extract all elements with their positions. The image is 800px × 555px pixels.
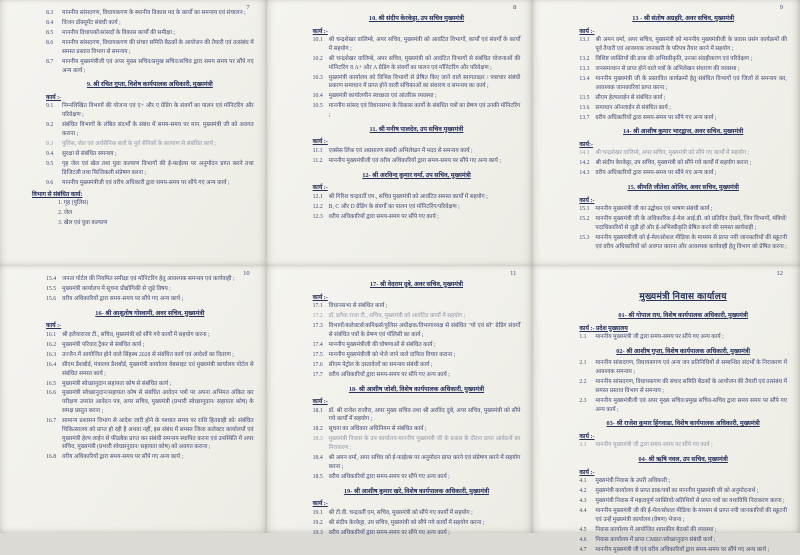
page-scan-10 xyxy=(0,266,267,533)
item-number: 18.4 xyxy=(312,455,323,462)
section-heading: 11. श्री मनीष पालदेव, उप सचिव मुख्यमंत्री xyxy=(369,125,464,133)
item-text: सीएम हेल्पलाईन से संबंधित कार्य ; xyxy=(595,94,666,101)
page-scan-11 xyxy=(267,266,534,536)
item-number: 18.1 xyxy=(312,407,323,414)
item-number: 14.3 xyxy=(579,170,590,177)
work-label: कार्य :- xyxy=(46,94,62,101)
item-number: 8.6 xyxy=(46,39,54,46)
department-note: विभाग से संबंधित कार्य: xyxy=(32,192,83,199)
work-item xyxy=(579,378,787,396)
work-item xyxy=(46,19,254,28)
work-item xyxy=(313,341,521,350)
work-item xyxy=(46,9,254,18)
item-number: 19.2 xyxy=(312,519,323,526)
work-label: कार्य :- xyxy=(579,197,595,204)
work-label: कार्य :- xyxy=(312,399,328,405)
item-number: 19.3 xyxy=(312,529,323,536)
item-text: वरीय अधिकारियों द्वारा समय-समय पर सौंपे गए अन्य कार्य ; xyxy=(328,473,450,480)
item-text: श्री इलैयाराजा टी., सचिव, मुख्यमंत्री को सौंपे गये कार्यों में सहयोग करना ; xyxy=(62,331,210,338)
work-item xyxy=(579,159,787,168)
item-text: संबंधित विभागों के लंबित संदर्भों के संबंध में समय-समय पर मान. मुख्यमंत्री जी को अवगत कराना ; xyxy=(62,122,254,137)
work-item xyxy=(313,213,521,222)
work-item xyxy=(579,215,787,233)
work-item xyxy=(46,150,254,159)
work-item xyxy=(579,477,787,486)
work-item xyxy=(313,203,521,212)
item-number: 2.1 xyxy=(579,360,587,367)
work-label: कार्य :- xyxy=(579,433,595,440)
work-item xyxy=(313,473,521,482)
work-label: कार्य :- xyxy=(579,28,595,35)
item-text: निवास कार्यालय में आयोजित शासकीय बैठकों की व्यवस्था ; xyxy=(595,526,717,533)
section-heading: 9. श्री रचित गुप्ता, विशेष कार्यपालक अधिकारी, मुख्यमंत्री xyxy=(86,81,213,89)
work-item xyxy=(579,234,787,252)
item-text: माननीय मुख्यमंत्रीजी को भेजे जाने वाले दायित्व विचार कराना ; xyxy=(328,351,456,358)
item-number: 11.1 xyxy=(312,147,323,154)
item-number: 9.2 xyxy=(46,122,54,129)
item-text: एक्सेस लिंक एवं अग्रसारण संबंधी अभिलेखन में मदद से समन्वय कार्य ; xyxy=(328,147,473,154)
item-text: विशिष्ट व्यक्तियों की डाक की अभिस्वीकृति, उनका संग्रहीकरण एवं परिवेक्षण ; xyxy=(595,55,753,62)
work-item xyxy=(579,359,787,377)
item-text: माननीय सांसदगण, विधायकगण एवं अन्य जन प्रतिनिधियों से सम्बन्धित संदर्भों के निराकरण में आवश्यक समन्वय ; xyxy=(595,360,787,376)
item-number: 18.2 xyxy=(312,426,323,433)
work-item xyxy=(579,526,787,535)
item-text: मुख्यमंत्री कार्यालय में सूचना प्रौद्योगिकी से जुड़े विषय ; xyxy=(62,285,171,292)
item-text: श्री अमन वर्मा, अपर सचिव को ई-फाईल्स पर अनुमोदन प्राप्त करने एवं संप्रेषण करने में सहयोग करना ; xyxy=(328,455,521,470)
section-heading: 03- श्री राजेश कुमार हिंगवाडा, विशेष कार्यपालक अधिकारी, मुख्यमंत्री xyxy=(606,420,760,428)
work-label: कार्य :- xyxy=(579,469,595,476)
department-list-item: 1. गृह (पुलिस) xyxy=(58,200,89,207)
item-text: माननीय मुख्यमंत्री जी द्वारा समय-समय पर सौंपे गए अन्य कार्य ; xyxy=(595,334,724,340)
work-label: कार्य :- xyxy=(312,294,328,301)
work-item xyxy=(313,312,521,321)
office-title: मुख्यमंत्री निवास कार्यालय xyxy=(639,291,727,301)
work-item xyxy=(313,102,521,120)
work-label: कार्य :- xyxy=(312,28,328,35)
item-text: माननीय सांसदगण, विधायकगण के स्थानीय विकास मद के कार्यों का समन्वय एवं संचालन ; xyxy=(62,10,246,16)
item-number: 10.5 xyxy=(312,103,323,110)
work-item xyxy=(46,380,254,389)
item-number: 14.1 xyxy=(579,150,590,157)
work-item xyxy=(579,397,787,415)
item-text: मुख्यमंत्री निवास में महत्वपूर्ण व्यक्तियों/अतिथियों से प्राप्त पत्रों का यथाविधि निराकरण करना ; xyxy=(595,498,785,505)
item-number: 16.1 xyxy=(46,331,57,338)
item-text: विधानसभा से संबंधित कार्य ; xyxy=(328,303,388,309)
work-label: कार्य :- प्रदेश मुख्यालय xyxy=(579,325,628,332)
work-item xyxy=(579,487,787,496)
item-number: 11.2 xyxy=(312,157,323,164)
work-item xyxy=(46,102,254,120)
work-item xyxy=(46,160,254,178)
item-text: श्री चन्द्रशेखर वालिम्बे, अपर सचिव, मुख्यमंत्री को आवंटित विभागों से संबंधित योजनाओं की मॉनिटरिंग व A+ और A ग्रेडिंग के संवर्गों का पालन एवं मॉनिटरिंग और परिवेक्षण ; xyxy=(328,55,521,71)
work-item xyxy=(579,36,787,54)
work-item xyxy=(46,29,254,38)
work-item xyxy=(313,435,521,453)
page-scan-7 xyxy=(0,0,267,266)
page-scan-9 xyxy=(533,0,800,266)
item-text: मुख्यमंत्री स्वेच्छानुदान सहायता कोष से संबंधित कार्य ; xyxy=(62,380,172,387)
work-item xyxy=(313,519,521,528)
item-text: निवास कार्यालय में प्राप्त CMRF/स्वेच्छानुदान संबंधी कार्य ; xyxy=(595,536,716,543)
work-label: कार्य :- xyxy=(312,185,328,192)
section-heading: 17- श्री वेदराम दुबे, अवर सचिव, मुख्यमंत्री xyxy=(369,281,464,288)
work-item xyxy=(579,333,787,342)
item-number: 4.4 xyxy=(579,508,587,515)
item-text: माननीय मुख्यमंत्रीजी की घोषणाओं से संबंधित कार्य ; xyxy=(328,341,436,348)
work-item xyxy=(313,425,521,434)
item-text: मुख्यमंत्री कार्यालयीन स्वच्छता एवं आंतरिक व्यवस्था ; xyxy=(328,93,437,100)
item-text: श्री संदीप केरकेट्टा, उप सचिव, मुख्यमंत्री को सौंपे गये कार्यों में सहयोग करना ; xyxy=(328,519,485,526)
item-text: समाधान ऑनलाईन से संबंधित कार्य ; xyxy=(595,104,671,111)
item-number: 17.4 xyxy=(312,341,323,348)
work-item xyxy=(579,75,787,93)
item-text: माननीय मुख्यमंत्री जी एवं वरीय अधिकारियों द्वारा समय-समय पर सौंपे गए अन्य कार्य ; xyxy=(595,546,770,553)
work-item xyxy=(579,65,787,74)
item-number: 4.7 xyxy=(579,546,587,553)
work-item xyxy=(46,351,254,360)
work-item xyxy=(313,55,521,73)
work-item xyxy=(579,205,787,214)
item-text: मुख्यमंत्री निवास के उपरी अधिकारी ; xyxy=(595,478,671,485)
item-number: 17.6 xyxy=(312,361,323,368)
item-text: निम्नलिखित विभागों की योजना एवं ए+ और ए ग्रेडिंग के संवर्गों का पालन एवं मॉनिटरिंग और परिवेक्षण ; xyxy=(62,103,254,119)
work-item xyxy=(46,275,254,284)
department-list-item: 3. खेल एवं युवा कल्याण xyxy=(58,220,108,227)
item-number: 16.6 xyxy=(46,390,57,397)
page-scan-12 xyxy=(533,266,800,553)
item-text: माननीय मुख्यमंत्रीजी एवं वरीय अधिकारियों द्वारा समय-समय पर सौंपे गए अन्य कार्य ; xyxy=(328,157,501,164)
page-number: 9 xyxy=(779,4,783,11)
work-item xyxy=(579,55,787,64)
section-heading: 01- श्री गोपाल राय, विशेष कार्यपालक अधिकारी, मुख्यमंत्री xyxy=(618,312,748,319)
section-heading: 04- श्री ऋषि नवल, उप सचिव, मुख्यमंत्री xyxy=(638,456,728,464)
page-number: 10 xyxy=(243,270,250,277)
section-heading: 18- श्री आशीष जोशी, विशेष कार्यपालक अधिकारी, मुख्यमंत्री xyxy=(348,385,485,393)
section-heading: 19- श्री आशीष कुमार खरे, विशेष कार्यपालक अधिकारी, मुख्यमंत्री xyxy=(343,487,490,495)
item-number: 9.3 xyxy=(46,140,54,147)
section-heading: 16- श्री आशुतोष गोस्वामी, अवर सचिव, मुख्यमंत्री xyxy=(95,309,205,317)
item-number: 18.5 xyxy=(312,473,323,480)
item-text: माननीय मुख्यमंत्रीजी एवं अपर मुख्य सचिव/प्रमुख सचिव/सचिव द्वारा समय समय पर सौंपे गए अन्य कार्य ; xyxy=(62,58,254,74)
item-number: 17.1 xyxy=(312,303,323,309)
item-text: श्री चन्द्रशेखर वालिम्बे, अपर सचिव, मुख्यमंत्री को आवंटित विभागों, कार्यों एवं संवर्गों के कार्यों में सहयोग ; xyxy=(328,37,521,52)
item-number: 8.7 xyxy=(46,58,54,65)
work-item xyxy=(46,39,254,57)
item-number: 4.2 xyxy=(579,488,587,495)
item-number: 16.4 xyxy=(46,361,57,368)
item-number: 10.1 xyxy=(312,37,323,43)
item-number: 17.7 xyxy=(312,371,323,378)
work-item xyxy=(313,147,521,156)
work-item xyxy=(46,389,254,415)
item-text: माननीय सांसद एवं विधानसभा के विकास कार्यों के संबंधित पत्रों का प्रेषण एवं उनकी मॉनिटरिंग ; xyxy=(328,103,521,119)
item-text: उज्जैन में आयोजित होने वाले सिंहस्थ 2028 से संबंधित कार्य एवं आदेशों का वितरण ; xyxy=(62,351,234,358)
section-heading: 14- श्री आशीष कुमार भारद्वाज, अवर सचिव, मुख्यमंत्री xyxy=(623,128,744,136)
item-text: माननीय मुख्यमंत्री जी की ई-मेल/सोशल मीडिया के माध्यम से प्राप्त नयी जानकारियों की स्क्रूटनी एवं उन्हें मुख्यमंत्री कार्यालय (प्रेषण) भेजना ; xyxy=(595,508,787,523)
work-item xyxy=(313,302,521,311)
item-text: डॉ. इलैया राजा टी., सचिव, मुख्यमंत्री को आवंटित कार्यों में सहयोग ; xyxy=(328,312,466,319)
item-text: माननीय मुख्यमंत्रीजी एवं वरीय अधिकारी द्वारा समय-समय पर सौंपे गए अन्य कार्य ; xyxy=(62,179,230,186)
item-text: विभागों/कलेक्टर्स/कमिश्नर्स/पुलिस अधीक्षक/विभागाध्यक्ष से संबंधित "यो एवं सो" ग्रेडिंग संवर्गों से संबंधित पत्रों के प्रेषण एवं पॉलिसी का कार्य ; xyxy=(328,322,521,338)
item-number: 9.5 xyxy=(46,160,54,167)
item-number: 13.6 xyxy=(579,104,590,111)
work-item xyxy=(579,169,787,178)
item-number: 15.2 xyxy=(579,216,590,223)
item-number: 13.1 xyxy=(579,37,590,43)
section-heading: 13 - श्री संतोष अग्रहरि, अवर सचिव, मुख्यमंत्री xyxy=(632,15,735,22)
page-number: 12 xyxy=(776,270,783,277)
work-item xyxy=(579,94,787,103)
item-text: वरीय अधिकारियों द्वारा समय-समय पर सौंपे गए अन्य कार्य ; xyxy=(62,454,184,461)
item-number: 9.1 xyxy=(46,103,54,110)
item-text: सीएम डैशबोर्ड, मंत्रालय डैशबोर्ड, मुख्यमंत्री कार्यालय वेबसाइट एवं मुख्यमंत्री कार्यालय पोर्टल से संबंधित समस्त कार्य ; xyxy=(62,361,254,377)
work-item xyxy=(579,536,787,545)
item-text: मुख्यमंत्री निवास के उप कार्यालय/माननीय मुख्यमंत्री जी के प्रवास के दौरान प्राप्त आवेदनों का निराकरण ; xyxy=(328,436,521,452)
work-item xyxy=(313,361,521,370)
item-text: माननीय मुख्यमंत्रीजी एवं अपर मुख्य सचिव/प्रमुख सचिव-सचिव द्वारा समय समय पर सौंपे गए अन्य कार्य ; xyxy=(595,397,787,413)
item-number: 8.5 xyxy=(46,29,54,36)
work-item xyxy=(46,58,254,76)
item-text: सामान्य प्रशासन विभाग से आदेश जारी होने के पश्चात समय पर राशि हितग्राही को/ संबंधित चिकित्सालय को प्राप्त हो रही है अथवा नहीं, इस संबंध में समस्त जिला कलेक्टर कार्यालयों एवं मुख्यमंत्री हेल्प लाईन से फीडबैक प्राप्त कर संबंधी समन्वय स्थापित करना एवं उपस्थिति में अपर सचिव, मुख्यमंत्री (प्रभारी स्वेच्छानुदान/ सहायता कोष) को अवगत कराना ; xyxy=(62,418,254,451)
work-item xyxy=(313,371,521,380)
item-text: वरीय अधिकारियों द्वारा समय-समय पर सौंपे गए कार्य ; xyxy=(328,213,439,220)
item-number: 12.2 xyxy=(312,203,323,210)
item-number: 13.2 xyxy=(579,55,590,62)
item-text: वरीय अधिकारियों द्वारा समय-समय पर सौंपे गए अन्य कार्य ; xyxy=(328,529,450,536)
work-label: कार्य :- xyxy=(46,323,62,330)
item-text: विजन डॉक्यूमेंट संबंधी कार्य ; xyxy=(62,19,121,26)
item-text: जनसमाधान से प्राप्त होने वाले पत्रों के अभिलेखन संधारण की व्यवस्था ; xyxy=(595,65,740,72)
item-number: 10.4 xyxy=(312,93,323,100)
item-number: 15.6 xyxy=(46,295,57,302)
work-item xyxy=(313,351,521,360)
item-text: B, C और D ग्रेडिंग के संवर्गों का पालन एवं मॉनिटरिंग/परिवेक्षण ; xyxy=(328,203,460,210)
section-heading: 02- श्री आशीष गुप्ता, विशेष कार्यपालक अधिकारी, मुख्यमंत्री xyxy=(616,347,751,355)
work-item xyxy=(579,441,787,450)
work-item xyxy=(46,453,254,462)
work-item xyxy=(313,454,521,472)
work-item xyxy=(46,361,254,379)
work-item xyxy=(313,74,521,92)
item-text: माननीय मुख्यमंत्री जी के अधिकारिक ई-मेल आई.डी. को प्रतिदिन देखने, जिन विभागों, मंत्रियों/पदाधिकारियों से जुड़ी हों और ई-अभिस्वीकृति प्रेषित करने की समस्त कार्यवाही ; xyxy=(595,216,787,231)
item-number: 13.7 xyxy=(579,114,590,121)
work-label: कार्य :- xyxy=(312,139,328,146)
work-item xyxy=(313,92,521,101)
item-number: 4.6 xyxy=(579,536,587,543)
page-number: 8 xyxy=(513,4,517,11)
work-label: कार्य :- xyxy=(312,501,328,508)
item-text: माननीय सांसदगण, विधायकगण की संचार समिति बैठकों के आयोजन की तैयारी एवं तत्संबंध में समस्त प्रस्ताव विभाग से समन्वय ; xyxy=(595,379,787,394)
item-number: 14.2 xyxy=(579,160,590,167)
item-number: 12.1 xyxy=(312,193,323,200)
item-text: सुरक्षा से संबंधित समन्वय ; xyxy=(62,150,117,157)
item-number: 4.1 xyxy=(579,478,587,485)
item-number: 12.3 xyxy=(312,213,323,220)
item-text: माननीय मुख्यमंत्री जी द्वारा समय-समय पर सौंपे गए कार्य ; xyxy=(595,442,713,449)
item-number: 9.6 xyxy=(46,179,54,186)
item-text: श्री संदीप केरकेट्टा, उप सचिव, मुख्यमंत्री को सौंपे गये कार्यों में सहयोग करना ; xyxy=(595,160,752,167)
item-number: 8.3 xyxy=(46,10,54,16)
work-item xyxy=(313,157,521,166)
department-list xyxy=(58,199,254,229)
item-text: सीएम पेट्रोल के दस्तावेजों का समन्वय संबंधी कार्य ; xyxy=(328,361,433,368)
item-number: 16.3 xyxy=(46,351,57,358)
item-text: मुख्यमंत्री कार्यालय को विभिन्न विभागों से प्रेषित किए जाने वाले स्वागताक्षर / पत्राचार संबंधी प्रकरण समाधान में प्राप्त होने वाली संचिकाओं का संधारण व समन्वय का कार्य ; xyxy=(328,74,521,90)
item-text: मुख्यमंत्री स्वेच्छानुदान/सहायता कोष से संबंधित आवेदन पत्रों पर अपना अभिमत अंकित कर परीक्षण उपरांत आवेदन पत्र, अपर सचिव, मुख्यमंत्री (प्रभारी स्वेच्छानुदान/ सहायता कोष) के समक्ष प्रस्तुत करना ; xyxy=(62,390,254,415)
work-item xyxy=(46,331,254,340)
item-text: गृह जेल एवं खेल तथा युवा कल्याण विभागों की ई-फाईल्स पर अनुमोदन प्राप्त करने तथा डिजिटली तथा फिजिकली संप्रेषण करना ; xyxy=(62,160,254,176)
item-number: 16.7 xyxy=(46,418,57,425)
department-list-item: 2. जेल xyxy=(58,210,73,217)
item-text: श्री अमन वर्मा, अपर सचिव, मुख्यमंत्री को माननीय मुख्यमंत्रीजी के प्रवास प्रसंग कार्यक्रमों की पूर्व तैयारी एवं आवश्यक जानकारी के परिपत्र तैयार करने में सहयोग ; xyxy=(595,37,787,52)
work-item xyxy=(579,149,787,158)
section-heading: 10. श्री संदीप केरकेट्टा, उप सचिव मुख्यमंत्री xyxy=(368,15,465,22)
work-item xyxy=(46,140,254,149)
item-number: 1.1 xyxy=(579,334,587,340)
item-number: 2.3 xyxy=(579,397,587,404)
item-text: सूचना का अधिकार अधिनियम से संबंधित कार्य ; xyxy=(328,426,427,433)
item-number: 15.1 xyxy=(579,206,590,213)
item-text: श्री चन्द्रशेखर वालिम्बे, अपर सचिव, मुख्यमंत्री को सौंपे गए कार्यों में सहयोग ; xyxy=(595,150,750,157)
item-text: श्री गिरिश चन्द्रवर्ती एम., सचिव मुख्यमंत्री को आवंटित समस्त कार्यों में सहयोग ; xyxy=(328,193,488,200)
page-scan-8 xyxy=(267,0,534,266)
work-item xyxy=(46,121,254,139)
item-text: पुलिस, जेल एवं अर्धसैनिक बलों के पूर्व सैनिकों के कल्याण से संबंधित कार्य ; xyxy=(62,140,217,147)
work-item xyxy=(46,285,254,294)
item-number: 18.3 xyxy=(312,436,323,443)
work-item xyxy=(313,193,521,202)
item-number: 13.4 xyxy=(579,75,590,82)
item-text: श्री टी.वी. चन्द्रवर्ती एम, सचिव, मुख्यमंत्री को सौंपे गए कार्यों में सहयोग ; xyxy=(328,509,473,516)
work-item xyxy=(313,322,521,340)
item-text: वरीय अधिकारियों द्वारा समय-समय पर सौंपे गए अन्य कार्य ; xyxy=(328,371,450,378)
item-number: 15.4 xyxy=(46,276,57,282)
page-number: 7 xyxy=(246,4,250,11)
section-heading: 15. श्रीमति जीतेशा ओलिव, अवर सचिव, मुख्यमंत्री xyxy=(627,184,739,192)
work-item xyxy=(579,104,787,113)
item-text: डॉ. श्री राजेश राजौरा, अपर मुख्य सचिव तथा श्री अरविंद दुबे, अपर सचिव, मुख्यमंत्री को सौंपे गये कार्यों में सहयोग ; xyxy=(328,407,521,423)
item-number: 17.5 xyxy=(312,351,323,358)
item-text: वरीय अधिकारियों द्वारा समय-समय पर सौंपे गए अन्य कार्य ; xyxy=(595,114,717,121)
item-number: 16.5 xyxy=(46,380,57,387)
work-item xyxy=(46,417,254,452)
item-text: जनता पोर्टल की नियमित समीक्षा एवं मॉनिटरिंग हेतु आवश्यक समन्वय एवं कार्यवाही ; xyxy=(62,276,235,282)
work-item xyxy=(579,497,787,506)
work-item xyxy=(46,179,254,188)
item-text: माननीय मुख्यमंत्री जी के प्रस्तावित कार्यक्रमों हेतु संबंधित विभागों एवं जिलों से समन्वय कर, आवश्यक जानकारियां प्राप्त करना ; xyxy=(595,75,787,91)
work-item xyxy=(313,407,521,425)
item-number: 16.2 xyxy=(46,341,57,348)
item-number: 19.1 xyxy=(312,509,323,516)
item-number: 10.3 xyxy=(312,74,323,81)
item-number: 16.8 xyxy=(46,454,57,461)
item-number: 9.4 xyxy=(46,150,54,157)
item-number: 4.5 xyxy=(579,526,587,533)
work-item xyxy=(579,507,787,525)
item-text: मुख्यमंत्री कार्यालय से प्राप्त डाक/पत्रों का माननीय मुख्यमंत्री जी को अनुमोदनार्थ ; xyxy=(595,488,759,495)
item-number: 3.1 xyxy=(579,442,587,449)
item-text: मुख्यमंत्री परिवाद ट्रैकर से संबंधित कार्य ; xyxy=(62,341,145,348)
item-number: 15.5 xyxy=(46,285,57,292)
item-text: माननीय सांसदगण, विधायकगण की संचार समिति बैठकों के आयोजन की तैयारी एवं तत्संबंध में समस्त प्रस्ताव विभाग से समन्वय ; xyxy=(62,39,254,55)
item-number: 17.2 xyxy=(312,312,323,319)
section-heading: 12- श्री अरविन्द कुमार वर्मा, उप सचिव, मुख्यमंत्री xyxy=(362,171,471,179)
item-number: 8.4 xyxy=(46,19,54,26)
item-text: वरीय अधिकारियों द्वारा समय-समय पर सौंपे गए अन्य कार्य ; xyxy=(62,295,184,302)
work-item xyxy=(46,341,254,350)
work-item xyxy=(313,36,521,54)
item-text: वरीय अधिकारियों द्वारा समय-समय पर सौंपे गए अन्य कार्य ; xyxy=(595,170,717,177)
item-number: 4.3 xyxy=(579,498,587,505)
item-number: 13.3 xyxy=(579,65,590,72)
work-item xyxy=(313,509,521,518)
work-item xyxy=(579,114,787,123)
item-text: माननीय मुख्यमंत्रीजी को ई-मेल/सोशल मीडिया के माध्यम से प्राप्त नयी जानकारियों की स्क्रूटनी एवं वरीय अधिकारियों को अवगत कराना और आवश्यक कार्यवाही हेतु विभाग को प्रेषित करना ; xyxy=(595,234,787,250)
work-item xyxy=(46,295,254,304)
work-item xyxy=(579,546,787,555)
item-text: माननीय मुख्यमंत्री जी का उद्बोधन एवं भाषण संबंधी कार्य ; xyxy=(595,206,713,213)
item-number: 15.3 xyxy=(579,234,590,241)
item-number: 2.2 xyxy=(579,379,587,386)
item-text: माननीय विधायकों/सांसदों के विकास कार्यों की समीक्षा ; xyxy=(62,29,176,36)
work-label: कार्य:- xyxy=(579,141,593,148)
item-number: 10.2 xyxy=(312,55,323,62)
item-number: 13.5 xyxy=(579,94,590,101)
page-number: 11 xyxy=(510,270,517,277)
item-number: 17.3 xyxy=(312,322,323,329)
